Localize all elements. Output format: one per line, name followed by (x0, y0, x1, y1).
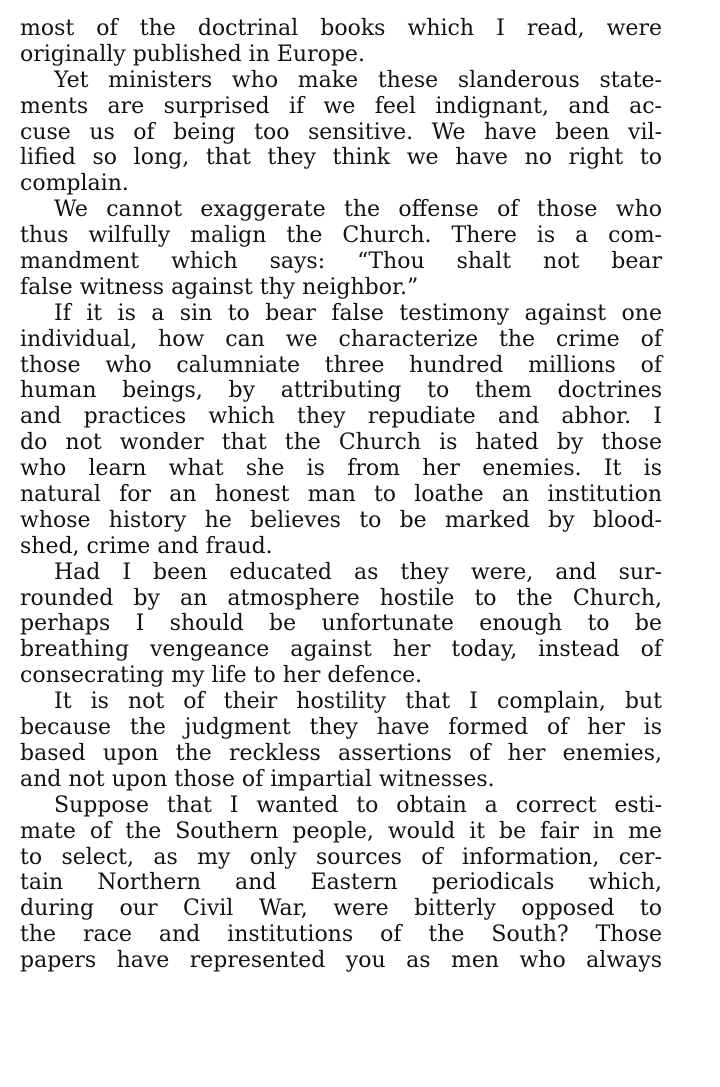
text-line: ments are surprised if we feel indignant, and ac- (20, 93, 662, 119)
text-line: thus wilfully malign the Church. There is a com- (20, 223, 662, 249)
text-line: It is not of their hostility that I complain, but (54, 689, 662, 715)
text-line: who learn what she is from her enemies. It is (20, 456, 662, 482)
text-line: the race and institutions of the South? Those (20, 922, 662, 948)
document-page (20, 16, 662, 974)
text-line: Suppose that I wanted to obtain a correct esti- (54, 792, 662, 818)
text-line: cuse us of being too sensitive. We have been vil- (20, 119, 662, 145)
text-line: during our Civil War, were bitterly opposed to (20, 896, 662, 922)
text-line: to select, as my only sources of information, cer- (20, 844, 662, 870)
text-line: mate of the Southern people, would it be fair in me (20, 818, 662, 844)
text-line: papers have represented you as men who always (20, 948, 662, 974)
text-line: do not wonder that the Church is hated by those (20, 430, 662, 456)
text-line: mandment which says: “Thou shalt not bear (20, 249, 662, 275)
paragraph-1 (20, 16, 662, 68)
paragraph-5 (20, 560, 662, 689)
text-line: and not upon those of impartial witnesses. (20, 766, 495, 792)
text-line: and practices which they repudiate and abhor. I (20, 404, 662, 430)
text-line: If it is a sin to bear false testimony against one (54, 300, 662, 326)
text-line: natural for an honest man to loathe an institution (20, 482, 662, 508)
text-line: perhaps I should be unfortunate enough to be (20, 611, 662, 637)
text-line: complain. (20, 171, 129, 197)
text-line: whose history he believes to be marked by blood- (20, 507, 662, 533)
text-line: consecrating my life to her defence. (20, 663, 423, 689)
paragraph-4 (20, 301, 662, 560)
text-line: most of the doctrinal books which I read, were (20, 16, 662, 41)
text-line: originally published in Europe. (20, 41, 365, 67)
text-line: We cannot exaggerate the offense of those who (54, 197, 662, 223)
text-line: lified so long, that they think we have no right to (20, 145, 662, 171)
text-line: tain Northern and Eastern periodicals which, (20, 870, 662, 896)
text-line: individual, how can we characterize the crime of (20, 326, 662, 352)
text-line: based upon the reckless assertions of her enemies, (20, 740, 662, 766)
paragraph-6 (20, 689, 662, 793)
text-line: human beings, by attributing to them doctrines (20, 378, 662, 404)
paragraph-2 (20, 68, 662, 197)
text-line: Yet ministers who make these slanderous state- (54, 67, 662, 93)
text-line: rounded by an atmosphere hostile to the Church, (20, 585, 662, 611)
paragraph-3 (20, 197, 662, 301)
text-line: Had I been educated as they were, and sur- (54, 559, 662, 585)
text-line: those who calumniate three hundred millions of (20, 352, 662, 378)
text-line: because the judgment they have formed of her is (20, 715, 662, 741)
text-line: shed, crime and fraud. (20, 533, 273, 559)
text-line: false witness against thy neighbor.” (20, 274, 419, 300)
paragraph-7 (20, 793, 662, 974)
text-line: breathing vengeance against her today, instead of (20, 637, 662, 663)
